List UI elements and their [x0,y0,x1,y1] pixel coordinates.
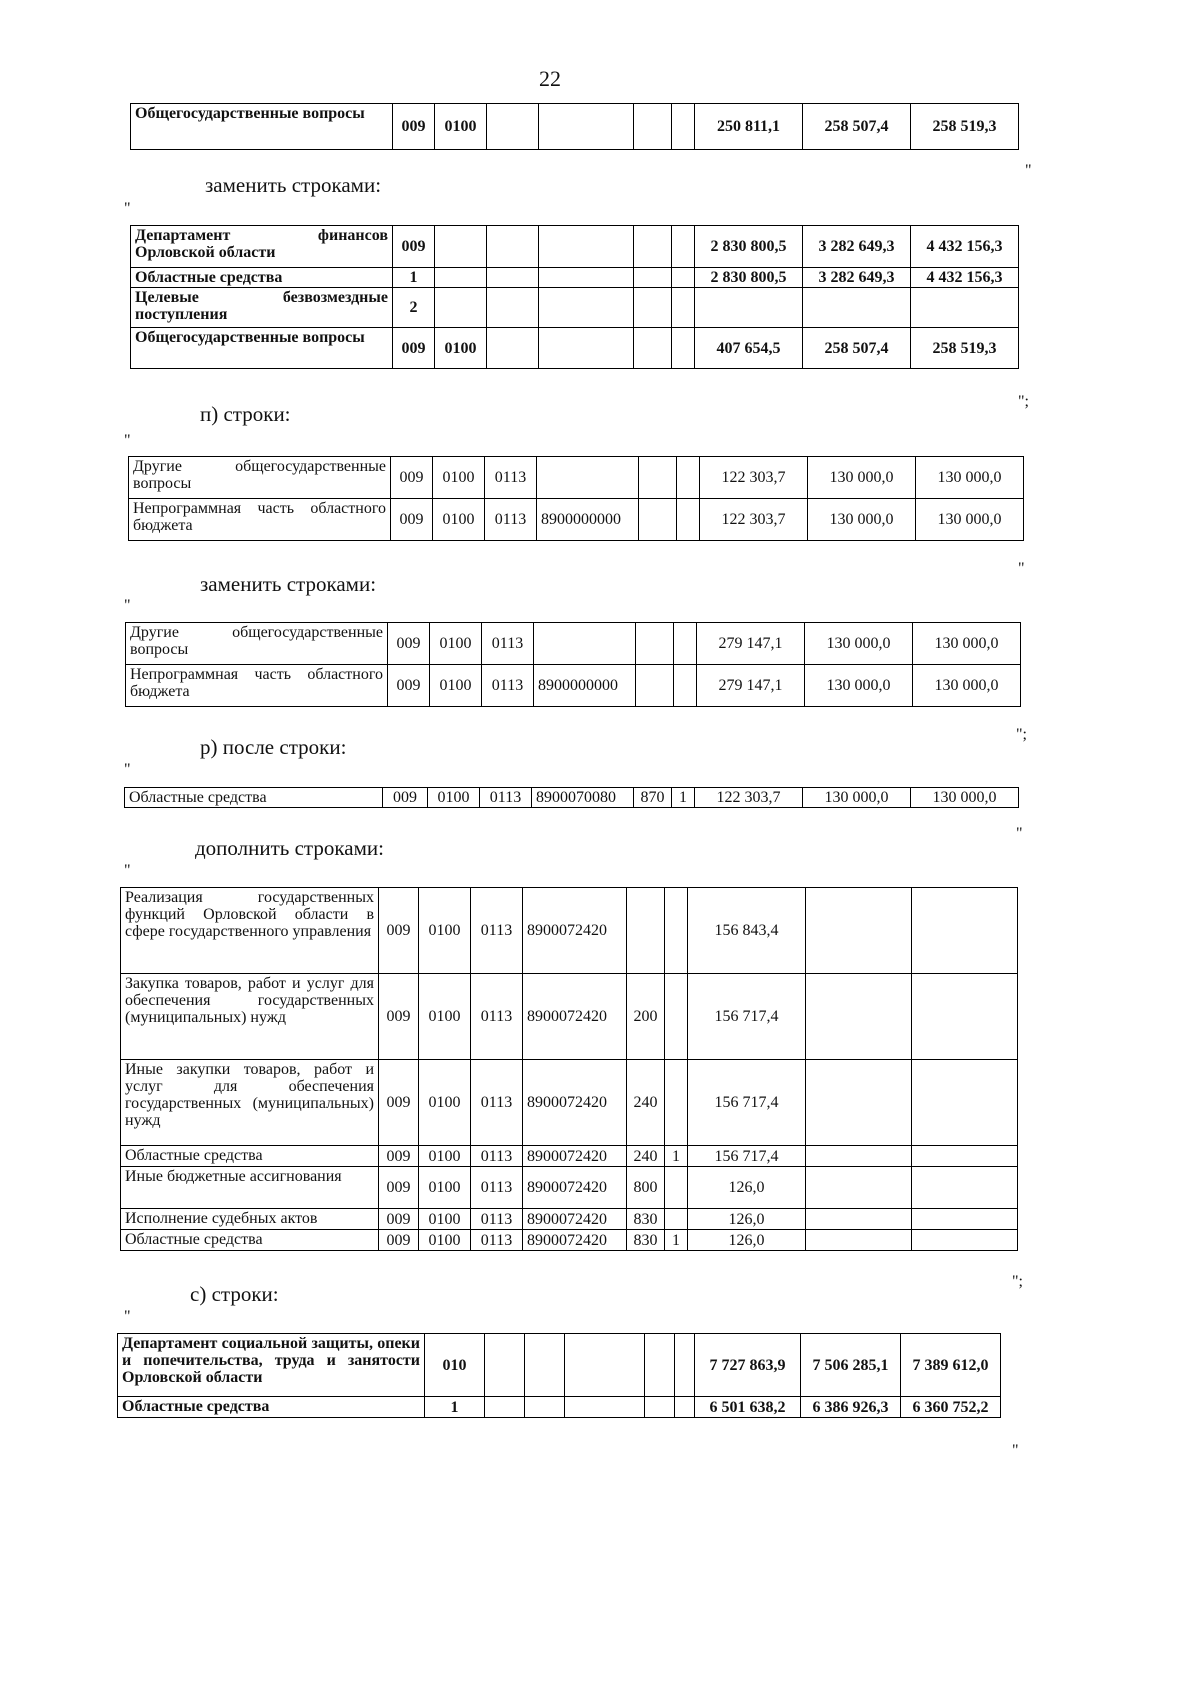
code-target-item: 8900072420 [523,1060,627,1146]
code-subsection [487,268,539,288]
code-target-item [534,623,636,665]
table-row [121,1209,1018,1230]
code-subsection: 0113 [471,1230,523,1251]
code-fund-source [672,288,695,328]
amount-year-1: 126,0 [688,1230,806,1251]
code-section [435,288,487,328]
code-expense-type: 240 [627,1060,665,1146]
code-section [435,268,487,288]
code-section: 0100 [419,1060,471,1146]
amount-year-2: 7 506 285,1 [801,1334,901,1397]
code-fund-source [672,268,695,288]
amount-year-2 [806,1146,912,1167]
code-expense-type [639,499,677,541]
amount-year-1: 122 303,7 [700,457,808,499]
table-row [118,1397,1001,1418]
code-admin: 009 [388,623,430,665]
code-fund-source [665,888,688,974]
code-expense-type [634,104,672,150]
amount-year-3: 7 389 612,0 [901,1334,1001,1397]
table-row [131,268,1019,288]
code-target-item: 8900072420 [523,974,627,1060]
code-expense-type [639,457,677,499]
code-expense-type: 240 [627,1146,665,1167]
code-expense-type [636,623,674,665]
amount-year-2: 130 000,0 [805,665,913,707]
amount-year-3: 130 000,0 [911,788,1019,808]
row-name: Целевые безвозмездные поступления [131,288,393,328]
code-target-item [565,1334,645,1397]
amount-year-3 [911,288,1019,328]
code-subsection: 0113 [482,665,534,707]
code-section: 0100 [428,788,480,808]
code-admin: 1 [425,1397,485,1418]
code-target-item: 8900072420 [523,1209,627,1230]
code-fund-source: 1 [665,1230,688,1251]
amount-year-1: 122 303,7 [695,788,803,808]
code-admin: 009 [379,1146,419,1167]
code-fund-source [672,328,695,369]
row-name: Исполнение судебных актов [121,1209,379,1230]
code-target-item [539,288,634,328]
code-subsection: 0113 [471,1060,523,1146]
code-subsection: 0113 [482,623,534,665]
table-row [126,623,1021,665]
code-fund-source [665,1209,688,1230]
row-name: Реализация государственных функций Орловской области в сфере государственного управления [121,888,379,974]
row-name: Областные средства [131,268,393,288]
amount-year-2 [806,888,912,974]
section-caption: с) строки: [190,1282,279,1306]
code-expense-type: 830 [627,1209,665,1230]
amount-year-3: 130 000,0 [913,623,1021,665]
code-target-item: 8900072420 [523,1167,627,1209]
row-name: Общегосударственные вопросы [131,104,393,150]
code-section: 0100 [419,888,471,974]
amount-year-2: 130 000,0 [808,457,916,499]
table-row [131,328,1019,369]
open-quote: " [124,597,131,614]
code-expense-type [645,1334,675,1397]
code-subsection: 0113 [485,457,537,499]
code-section: 0100 [430,623,482,665]
code-expense-type: 830 [627,1230,665,1251]
amount-year-1: 156 717,4 [688,1146,806,1167]
code-target-item: 8900000000 [534,665,636,707]
code-section: 0100 [419,1230,471,1251]
code-subsection: 0113 [480,788,532,808]
code-subsection: 0113 [471,974,523,1060]
code-expense-type: 870 [634,788,672,808]
row-name: Департамент социальной защиты, опеки и попечительства, труда и занятости Орловской области [118,1334,425,1397]
code-expense-type [634,328,672,369]
code-admin: 009 [393,226,435,268]
code-section: 0100 [433,499,485,541]
open-quote: " [124,1308,131,1325]
close-quote: "; [1016,726,1027,743]
table-row [129,499,1024,541]
code-target-item [539,104,634,150]
amount-year-1: 2 830 800,5 [695,226,803,268]
amount-year-2 [806,1230,912,1251]
row-name: Другие общегосударственные вопросы [126,623,388,665]
amount-year-3: 6 360 752,2 [901,1397,1001,1418]
table-row [121,1230,1018,1251]
amount-year-1: 156 717,4 [688,1060,806,1146]
code-subsection [525,1334,565,1397]
code-subsection [487,226,539,268]
amount-year-1: 156 843,4 [688,888,806,974]
code-fund-source [665,1167,688,1209]
section-caption: дополнить строками: [195,836,384,860]
code-fund-source [677,457,700,499]
amount-year-1: 407 654,5 [695,328,803,369]
amount-year-2 [806,974,912,1060]
code-admin: 009 [391,457,433,499]
close-quote: " [1025,162,1032,179]
code-target-item: 8900072420 [523,1230,627,1251]
amount-year-1: 2 830 800,5 [695,268,803,288]
budget-table [120,887,1018,1251]
amount-year-1: 126,0 [688,1209,806,1230]
code-expense-type [634,288,672,328]
code-admin: 009 [379,888,419,974]
amount-year-3 [912,974,1018,1060]
amount-year-3 [912,1209,1018,1230]
code-section: 0100 [419,1209,471,1230]
code-fund-source [674,623,697,665]
table-row [121,974,1018,1060]
row-name: Непрограммная часть областного бюджета [126,665,388,707]
open-quote: " [124,200,131,217]
code-admin: 2 [393,288,435,328]
code-admin: 009 [393,104,435,150]
amount-year-3: 4 432 156,3 [911,226,1019,268]
code-admin: 009 [391,499,433,541]
code-section: 0100 [435,104,487,150]
row-name: Департамент финансов Орловской области [131,226,393,268]
code-subsection [487,328,539,369]
code-fund-source [674,665,697,707]
code-fund-source [672,226,695,268]
code-fund-source [677,499,700,541]
amount-year-3: 258 519,3 [911,104,1019,150]
close-quote: " [1016,825,1023,842]
code-section [485,1397,525,1418]
code-fund-source: 1 [665,1146,688,1167]
code-section: 0100 [435,328,487,369]
amount-year-2: 130 000,0 [805,623,913,665]
row-name: Областные средства [121,1146,379,1167]
code-expense-type: 200 [627,974,665,1060]
amount-year-2 [806,1167,912,1209]
open-quote: " [124,761,131,778]
code-target-item [539,226,634,268]
code-fund-source: 1 [672,788,695,808]
table-row [121,1146,1018,1167]
amount-year-3: 258 519,3 [911,328,1019,369]
table-row [131,288,1019,328]
amount-year-1: 7 727 863,9 [695,1334,801,1397]
budget-table [128,456,1024,541]
amount-year-2 [806,1060,912,1146]
row-name: Областные средства [125,788,383,808]
amount-year-1: 122 303,7 [700,499,808,541]
section-caption: заменить строками: [205,173,382,197]
code-fund-source [672,104,695,150]
code-admin: 1 [393,268,435,288]
close-quote: "; [1012,1273,1023,1290]
code-expense-type [636,665,674,707]
code-admin: 009 [379,1209,419,1230]
code-target-item: 8900072420 [523,1146,627,1167]
code-section: 0100 [430,665,482,707]
amount-year-3: 130 000,0 [916,457,1024,499]
amount-year-2: 3 282 649,3 [803,268,911,288]
amount-year-2: 130 000,0 [803,788,911,808]
budget-table [125,622,1021,707]
amount-year-3 [912,1167,1018,1209]
code-subsection [487,104,539,150]
table-row [129,457,1024,499]
section-caption: п) строки: [200,402,291,426]
code-target-item [537,457,639,499]
open-quote: " [124,432,131,449]
amount-year-1: 6 501 638,2 [695,1397,801,1418]
code-target-item [565,1397,645,1418]
code-subsection: 0113 [471,1146,523,1167]
budget-table [130,103,1019,150]
amount-year-2: 6 386 926,3 [801,1397,901,1418]
code-expense-type [634,226,672,268]
code-admin: 009 [388,665,430,707]
amount-year-3: 130 000,0 [916,499,1024,541]
code-fund-source [675,1334,695,1397]
table-row [118,1334,1001,1397]
code-expense-type [627,888,665,974]
amount-year-2: 258 507,4 [803,328,911,369]
amount-year-1: 279 147,1 [697,623,805,665]
table-row [121,888,1018,974]
row-name: Иные бюджетные ассигнования [121,1167,379,1209]
code-expense-type [645,1397,675,1418]
code-section: 0100 [433,457,485,499]
code-expense-type [634,268,672,288]
code-admin: 009 [379,1230,419,1251]
code-section [485,1334,525,1397]
amount-year-1 [695,288,803,328]
code-fund-source [665,974,688,1060]
table-row [121,1060,1018,1146]
code-subsection: 0113 [471,888,523,974]
code-admin: 010 [425,1334,485,1397]
code-subsection: 0113 [485,499,537,541]
code-target-item [539,268,634,288]
budget-table [130,225,1019,369]
row-name: Областные средства [118,1397,425,1418]
code-target-item [539,328,634,369]
budget-table [117,1333,1001,1418]
code-target-item: 8900072420 [523,888,627,974]
code-section: 0100 [419,1167,471,1209]
amount-year-2 [806,1209,912,1230]
code-expense-type: 800 [627,1167,665,1209]
row-name: Иные закупки товаров, работ и услуг для обеспечения государственных (муниципальных) нужд [121,1060,379,1146]
amount-year-3 [912,1060,1018,1146]
close-quote: " [1018,560,1025,577]
row-name: Областные средства [121,1230,379,1251]
budget-table [124,787,1019,808]
code-subsection [487,288,539,328]
page-number: 22 [539,66,561,91]
section-caption: р) после строки: [200,735,347,759]
row-name: Непрограммная часть областного бюджета [129,499,391,541]
code-target-item: 8900000000 [537,499,639,541]
code-admin: 009 [379,1060,419,1146]
code-admin: 009 [379,974,419,1060]
code-admin: 009 [379,1167,419,1209]
code-subsection: 0113 [471,1209,523,1230]
row-name: Закупка товаров, работ и услуг для обеспечения государственных (муниципальных) нужд [121,974,379,1060]
code-section: 0100 [419,974,471,1060]
close-quote: " [1012,1442,1019,1459]
table-row [121,1167,1018,1209]
close-quote: "; [1018,393,1029,410]
code-fund-source [665,1060,688,1146]
amount-year-1: 156 717,4 [688,974,806,1060]
amount-year-3: 130 000,0 [913,665,1021,707]
code-fund-source [675,1397,695,1418]
code-section: 0100 [419,1146,471,1167]
amount-year-1: 250 811,1 [695,104,803,150]
table-row [126,665,1021,707]
code-section [435,226,487,268]
amount-year-3 [912,1146,1018,1167]
amount-year-2: 3 282 649,3 [803,226,911,268]
amount-year-3 [912,888,1018,974]
section-caption: заменить строками: [200,572,377,596]
amount-year-2: 258 507,4 [803,104,911,150]
table-row [131,226,1019,268]
code-subsection [525,1397,565,1418]
row-name: Другие общегосударственные вопросы [129,457,391,499]
code-admin: 009 [393,328,435,369]
row-name: Общегосударственные вопросы [131,328,393,369]
amount-year-1: 126,0 [688,1167,806,1209]
amount-year-2: 130 000,0 [808,499,916,541]
table-row [125,788,1019,808]
code-admin: 009 [383,788,428,808]
amount-year-1: 279 147,1 [697,665,805,707]
table-row [131,104,1019,150]
amount-year-3 [912,1230,1018,1251]
open-quote: " [124,862,131,879]
code-target-item: 8900070080 [532,788,634,808]
amount-year-3: 4 432 156,3 [911,268,1019,288]
amount-year-2 [803,288,911,328]
code-subsection: 0113 [471,1167,523,1209]
